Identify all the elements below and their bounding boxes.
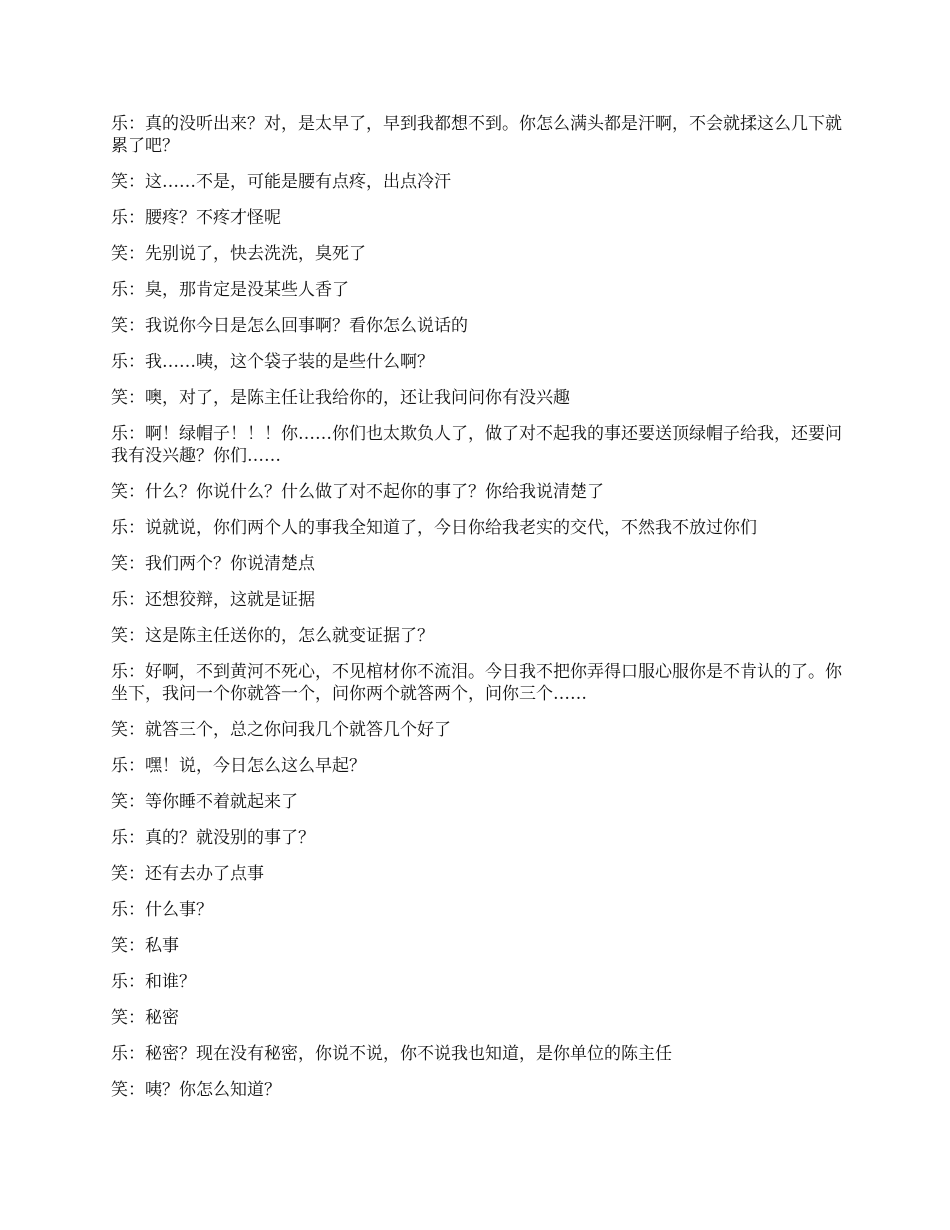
dialogue-line: 笑：什么？你说什么？什么做了对不起你的事了？你给我说清楚了 [111, 482, 604, 502]
dialogue-line: 乐：我……咦，这个袋子装的是些什么啊？ [111, 352, 434, 372]
dialogue-line: 笑：我们两个？你说清楚点 [111, 554, 315, 574]
dialogue-line: 乐：什么事？ [111, 900, 213, 920]
dialogue-line: 笑：秘密 [111, 1008, 179, 1028]
dialogue-line: 乐：嘿！说，今日怎么这么早起？ [111, 756, 366, 776]
dialogue-line: 笑：先别说了，快去洗洗，臭死了 [111, 244, 366, 264]
dialogue-line: 笑：这是陈主任送你的，怎么就变证据了？ [111, 626, 434, 646]
dialogue-line: 笑：我说你今日是怎么回事啊？看你怎么说话的 [111, 316, 468, 336]
dialogue-line: 乐：真的没听出来？对，是太早了，早到我都想不到。你怎么满头都是汗啊，不会就揉这么几下就累了吧？ [111, 114, 842, 156]
dialogue-line: 笑：私事 [111, 936, 179, 956]
dialogue-line: 笑：这……不是，可能是腰有点疼，出点冷汗 [111, 172, 451, 192]
dialogue-line: 乐：腰疼？不疼才怪呢 [111, 208, 281, 228]
dialogue-line: 乐：啊！绿帽子！！！你……你们也太欺负人了，做了对不起我的事还要送顶绿帽子给我，还要问我有没兴趣？你们…… [111, 424, 842, 466]
dialogue-line: 笑：咦？你怎么知道？ [111, 1080, 281, 1100]
dialogue-line: 乐：臭，那肯定是没某些人香了 [111, 280, 349, 300]
dialogue-line: 笑：还有去办了点事 [111, 864, 264, 884]
dialogue-line: 乐：真的？就没别的事了？ [111, 828, 315, 848]
dialogue-line: 笑：噢，对了，是陈主任让我给你的，还让我问问你有没兴趣 [111, 388, 570, 408]
dialogue-line: 笑：就答三个，总之你问我几个就答几个好了 [111, 720, 451, 740]
dialogue-line: 乐：秘密？现在没有秘密，你说不说，你不说我也知道，是你单位的陈主任 [111, 1044, 672, 1064]
dialogue-line: 笑：等你睡不着就起来了 [111, 792, 298, 812]
dialogue-line: 乐：和谁？ [111, 972, 196, 992]
dialogue-line: 乐：说就说，你们两个人的事我全知道了，今日你给我老实的交代，不然我不放过你们 [111, 518, 757, 538]
dialogue-body [111, 113, 844, 1115]
dialogue-line: 乐：还想狡辩，这就是证据 [111, 590, 315, 610]
dialogue-line: 乐：好啊，不到黄河不死心，不见棺材你不流泪。今日我不把你弄得口服心服你是不肯认的了。你坐下，我问一个你就答一个，问你两个就答两个，问你三个…… [111, 662, 842, 704]
